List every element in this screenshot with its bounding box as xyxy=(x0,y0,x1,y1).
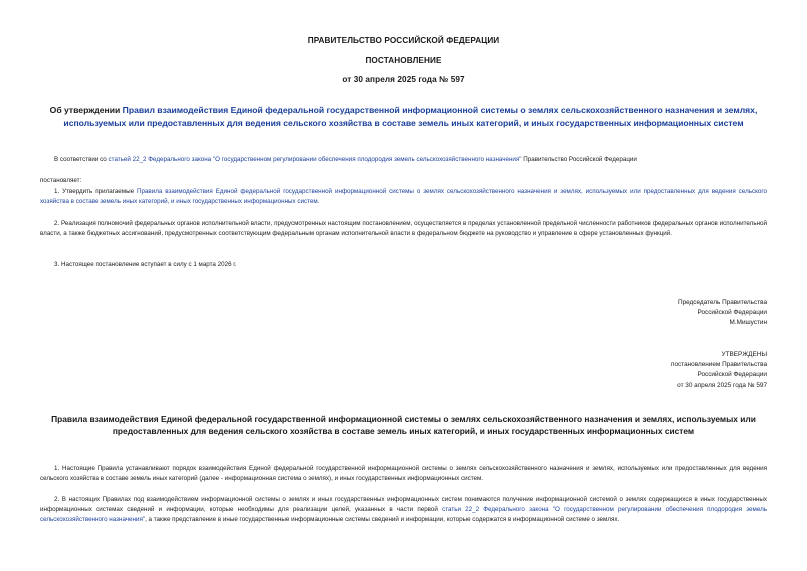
rules-item-2 xyxy=(40,495,767,524)
rules-item-2-prefix: 2. В настоящих Правилах под взаимодействием информационной системы о землях и иных государственных информационных систем понимаются получение информационной системой о землях содержащихся в иных государственных информационных системах сведений и информации, которые необходимы для реализации целей, указанных в части первой xyxy=(40,496,767,513)
document-title xyxy=(36,104,771,129)
item-1-suffix: . xyxy=(317,197,320,205)
preamble-prefix: В соответствии со xyxy=(54,156,109,163)
doc-date-line: от 30 апреля 2025 года № 597 xyxy=(342,75,465,84)
signature-title: Председатель Правительства xyxy=(678,299,767,306)
rules-item-2-law-link[interactable]: статьи 22_2 Федерального закона "О государственном регулировании обеспечения плодородия земель сельскохозяйственного назначения" xyxy=(40,505,767,523)
preamble-law-link[interactable]: статьей 22_2 Федерального закона "О государственном регулировании обеспечения плодородия земель сельскохозяйственного назначения" xyxy=(108,156,522,163)
rules-title: Правила взаимодействия Единой федеральной государственной информационной системы о землях сельскохозяйственного назначения и землях, используемых или предоставленных для ведения сельского хозяйства в составе земель иных категорий, и иных государственных информационных систем xyxy=(51,414,756,437)
item-3: 3. Настоящее постановление вступает в силу с 1 марта 2026 г. xyxy=(54,261,237,268)
signature-country: Российской Федерации xyxy=(697,309,767,317)
org-heading: ПРАВИТЕЛЬСТВО РОССИЙСКОЙ ФЕДЕРАЦИИ xyxy=(307,36,500,45)
item-2: 2. Реализация полномочий федеральных органов исполнительной власти, предусмотренных настоящим постановлением, осуществляется в пределах установленной предельной численности работников федеральных органов исполнительной власти, а также бюджетных ассигнований, предусмотренных соответствующим федеральным органам исполнительной власти в федеральном бюджете на руководство и управление в сфере установленных функций. xyxy=(40,220,767,237)
approved-label: УТВЕРЖДЕНЫ xyxy=(721,351,767,358)
approved-country: Российской Федерации xyxy=(697,371,767,379)
preamble-suffix: Правительство Российской Федерации xyxy=(521,156,637,163)
item-1-prefix: 1. Утвердить прилагаемые xyxy=(54,188,137,195)
approved-by: постановлением Правительства xyxy=(671,361,767,369)
approved-block xyxy=(671,350,767,391)
item-1-rules-link[interactable]: Правила взаимодействия Единой федеральной государственной информационной системы о землях сельскохозяйственного назначения и землях, используемых или предоставленных для ведения сельского хозяйства в составе земель иных категорий, и иных государственных информационных систем xyxy=(40,188,768,205)
decree-word: постановляет: xyxy=(40,177,82,184)
item-1 xyxy=(40,187,767,207)
doc-type-heading: ПОСТАНОВЛЕНИЕ xyxy=(365,56,442,65)
title-prefix: Об утверждении xyxy=(49,105,123,115)
signature-name: М.Мишустин xyxy=(729,319,767,327)
approved-date: от 30 апреля 2025 года № 597 xyxy=(677,381,767,389)
preamble xyxy=(40,155,767,165)
rules-item-2-suffix: , а также представление в иные государственные информационные системы сведений и информации, которые содержатся в информационной системе о землях. xyxy=(145,515,620,523)
rules-item-1: 1. Настоящие Правила устанавливают порядок взаимодействия Единой федеральной государственной информационной системы о землях сельскохозяйственного назначения и землях, используемых или предоставленных для ведения сельского хозяйства в составе земель иных категорий (далее - информационная система о землях), и иных государственных информационных систем. xyxy=(40,465,767,482)
signature-block xyxy=(678,298,767,329)
title-link[interactable]: Правил взаимодействия Единой федеральной государственной информационной системы о землях сельскохозяйственного назначения и землях, используемых или предоставленных для ведения сельского хозяйства в составе земель иных категорий, и иных государственных информационных систем xyxy=(63,105,758,128)
